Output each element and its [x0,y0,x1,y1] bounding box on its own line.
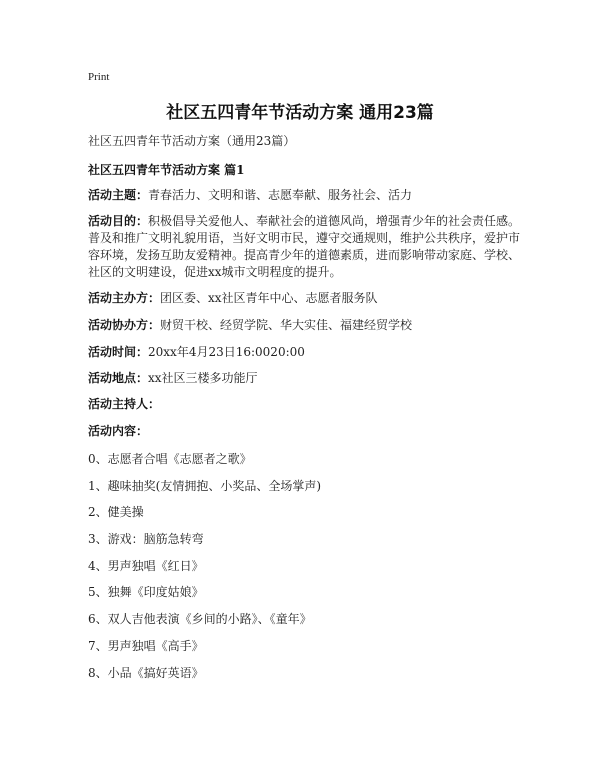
field-co-host-value: 财贸干校、经贸学院、华大实佳、福建经贸学校 [160,318,413,332]
document-title: 社区五四青年节活动方案 通用23篇 [166,103,434,123]
field-time [88,344,528,361]
program-item: 8、小品《搞好英语》 [88,666,204,680]
field-location-value: xx社区三楼多功能厅 [148,371,258,385]
field-purpose-value: 积极倡导关爱他人、奉献社会的道德风尚，增强青少年的社会责任感。普及和推广文明礼貌用语，当好文明市民，遵守交通规则，维护公共秩序，爱护市容环境，发扬互助友爱精神。提高青少年的道德素质，进而影响带动家庭、学校、社区的文明建设，促进xx城市文明程度的提升。 [88,214,521,279]
program-item: 4、男声独唱《红日》 [88,559,204,573]
program-item: 3、游戏：脑筋急转弯 [88,532,204,546]
program-item: 7、男声独唱《高手》 [88,639,204,653]
field-emcee-label: 活动主持人： [88,397,161,411]
field-time-label: 活动时间： [88,345,149,359]
field-theme-label: 活动主题： [88,188,149,202]
field-content-label: 活动内容： [88,424,149,438]
program-item: 0、志愿者合唱《志愿者之歌》 [88,452,252,466]
field-co-host-label: 活动协办方： [88,318,161,332]
section-heading: 社区五四青年节活动方案 篇1 [88,163,245,177]
field-co-host [88,317,528,334]
field-purpose [88,213,528,281]
field-location [88,370,528,387]
program-item: 2、健美操 [88,505,144,519]
field-emcee [88,396,528,413]
field-host [88,290,528,307]
field-theme [88,187,528,204]
print-label: Print [88,71,110,83]
field-purpose-label: 活动目的： [88,214,149,228]
document-subtitle: 社区五四青年节活动方案（通用23篇） [88,134,296,148]
field-host-value: 团区委、xx社区青年中心、志愿者服务队 [160,291,378,305]
field-content [88,423,528,440]
field-host-label: 活动主办方： [88,291,161,305]
program-item: 1、趣味抽奖(友情拥抱、小奖品、全场掌声) [88,479,321,493]
field-time-value: 20xx年4月23日16:0020:00 [148,345,305,359]
program-item: 5、独舞《印度姑娘》 [88,585,204,599]
field-location-label: 活动地点： [88,371,149,385]
field-theme-value: 青春活力、文明和谐、志愿奉献、服务社会、活力 [148,188,413,202]
program-item: 6、双人吉他表演《乡间的小路》、《童年》 [88,612,312,626]
